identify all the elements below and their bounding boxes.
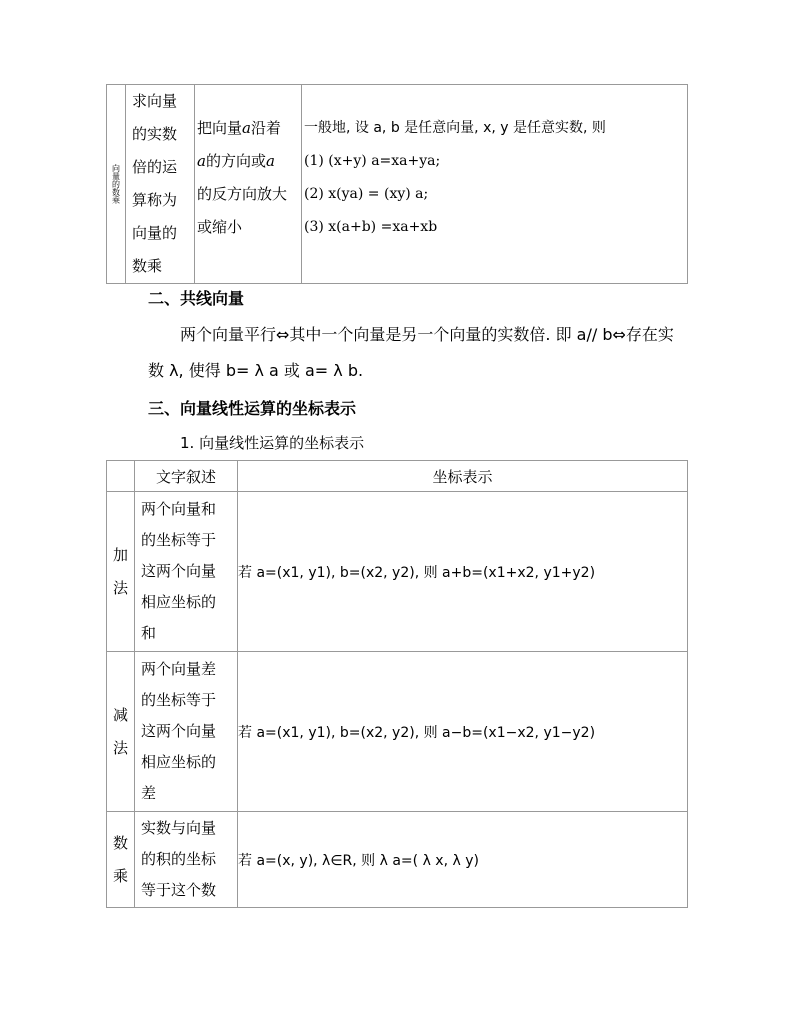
op-label: 数 bbox=[112, 833, 128, 852]
desc-line: 这两个向量 bbox=[141, 562, 217, 580]
geometric-line bbox=[197, 145, 301, 178]
laws-cell bbox=[302, 85, 688, 284]
header-cell: 坐标表示 bbox=[238, 461, 688, 492]
op-cell bbox=[107, 492, 135, 652]
vector-a: a bbox=[265, 152, 275, 170]
desc-line: 两个向量和 bbox=[141, 500, 217, 518]
collinear-text-line-1: 两个向量平行⇔其中一个向量是另一个向量的实数倍. 即 a// b⇔存在实 bbox=[180, 325, 674, 344]
op-cell bbox=[107, 812, 135, 908]
header-cell bbox=[107, 461, 135, 492]
desc-line: 等于这个数 bbox=[141, 881, 217, 899]
definition-line: 求向量 bbox=[132, 92, 178, 110]
definition-line: 数乘 bbox=[132, 257, 163, 275]
desc-line: 差 bbox=[141, 784, 157, 802]
desc-line: 的坐标等于 bbox=[141, 531, 217, 549]
law-item: (3) x(a+b) =xa+xb bbox=[304, 219, 438, 235]
vector-a: a bbox=[242, 119, 251, 137]
definition-line: 算称为 bbox=[132, 191, 178, 209]
desc-line: 相应坐标的 bbox=[141, 593, 217, 611]
section-heading-coordinates: 三、向量线性运算的坐标表示 bbox=[148, 399, 357, 418]
desc-cell bbox=[135, 812, 238, 908]
op-label: 减 bbox=[112, 705, 128, 724]
section-heading-collinear: 二、共线向量 bbox=[148, 289, 245, 308]
geometric-text: 沿着 bbox=[250, 119, 281, 137]
geometric-line: 或缩小 bbox=[197, 218, 243, 236]
op-label: 法 bbox=[112, 578, 128, 597]
desc-line: 这两个向量 bbox=[141, 722, 217, 740]
geometric-text: 把向量 bbox=[197, 119, 243, 137]
header-cell: 文字叙述 bbox=[135, 461, 238, 492]
desc-line: 相应坐标的 bbox=[141, 753, 217, 771]
desc-cell bbox=[135, 492, 238, 652]
side-label: 向量的数乘 bbox=[111, 164, 121, 204]
vector-a: a bbox=[197, 152, 206, 170]
op-label: 法 bbox=[112, 738, 128, 757]
definition-line: 倍的运 bbox=[132, 158, 178, 176]
geometric-text: 的方向或 bbox=[205, 152, 266, 170]
scalar-multiplication-table bbox=[106, 84, 688, 284]
side-label-cell bbox=[107, 85, 126, 284]
coordinate-operations-table bbox=[106, 460, 688, 908]
formula-cell: 若 a=(x1, y1), b=(x2, y2), 则 a−b=(x1−x2, y1−y2) bbox=[238, 652, 688, 812]
subsection-heading: 1. 向量线性运算的坐标表示 bbox=[180, 434, 365, 452]
desc-cell bbox=[135, 652, 238, 812]
desc-line: 的积的坐标 bbox=[141, 850, 217, 868]
geometric-meaning-cell bbox=[195, 85, 302, 284]
desc-line: 的坐标等于 bbox=[141, 691, 217, 709]
op-label: 加 bbox=[112, 545, 128, 564]
definition-line: 向量的 bbox=[132, 224, 178, 242]
formula-cell: 若 a=(x, y), λ∈R, 则 λ a=( λ x, λ y) bbox=[238, 812, 688, 908]
law-item: (1) (x+y) a=xa+ya; bbox=[304, 153, 441, 169]
op-cell bbox=[107, 652, 135, 812]
geometric-line: 的反方向放大 bbox=[197, 185, 288, 203]
desc-line: 实数与向量 bbox=[141, 819, 217, 837]
laws-intro: 一般地, 设 a, b 是任意向量, x, y 是任意实数, 则 bbox=[304, 120, 606, 136]
geometric-line bbox=[197, 112, 301, 145]
formula-cell: 若 a=(x1, y1), b=(x2, y2), 则 a+b=(x1+x2, y1+y2) bbox=[238, 492, 688, 652]
collinear-text-line-2: 数 λ, 使得 b= λ a 或 a= λ b. bbox=[148, 361, 364, 380]
law-item: (2) x(ya) = (xy) a; bbox=[304, 186, 429, 202]
op-label: 乘 bbox=[112, 866, 128, 885]
definition-line: 的实数 bbox=[132, 125, 178, 143]
definition-cell bbox=[126, 85, 195, 284]
desc-line: 和 bbox=[141, 624, 157, 642]
desc-line: 两个向量差 bbox=[141, 660, 217, 678]
